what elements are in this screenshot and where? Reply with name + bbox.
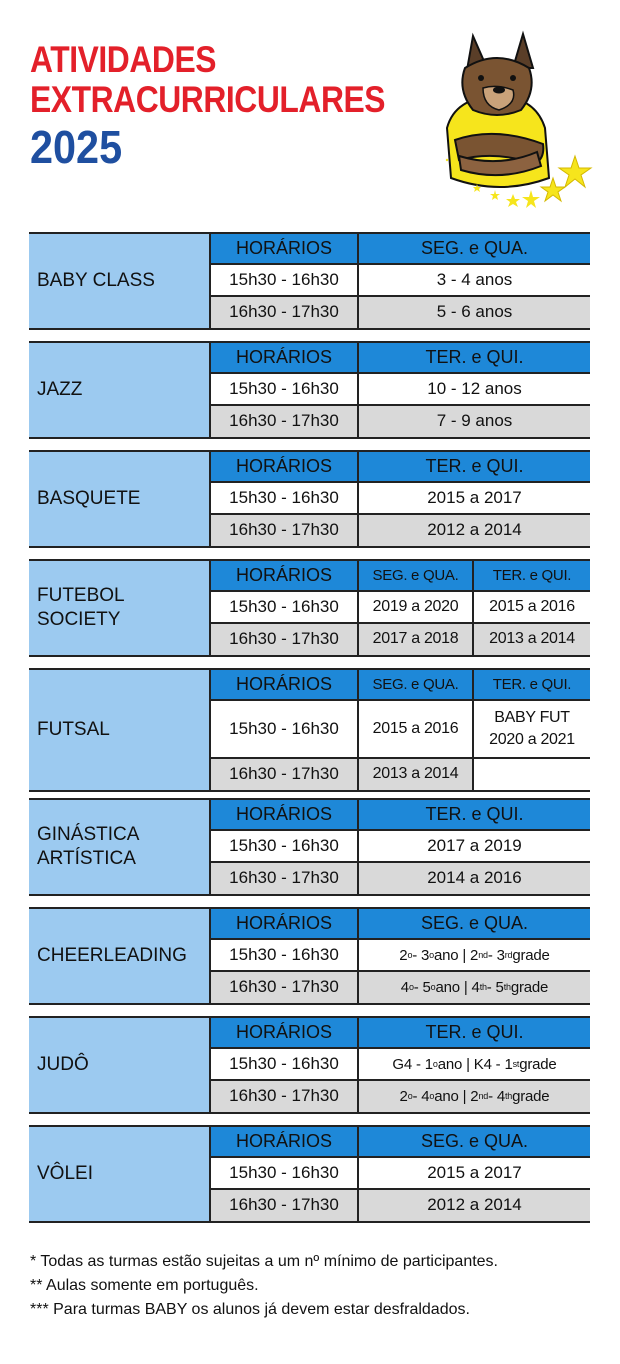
table-row bbox=[211, 1081, 590, 1112]
table-row bbox=[211, 515, 590, 546]
header-row bbox=[211, 800, 590, 831]
header-row bbox=[211, 343, 590, 374]
value-cell: 3 - 4 anos bbox=[436, 270, 513, 290]
value-cell: 2017 a 2019 bbox=[427, 836, 522, 856]
table-row bbox=[211, 297, 590, 328]
value-cell: G4 - 1 o ano | K4 - 1 st grade bbox=[392, 1055, 557, 1073]
activity-name: JUDÔ bbox=[29, 1018, 211, 1112]
time-cell: 16h30 - 17h30 bbox=[211, 972, 359, 1003]
header-row bbox=[211, 1127, 590, 1158]
table-row bbox=[211, 265, 590, 296]
table-row bbox=[211, 1190, 590, 1221]
footnote: ** Aulas somente em português. bbox=[30, 1277, 259, 1294]
day-header: TER. e QUI. bbox=[425, 347, 524, 368]
time-cell: 15h30 - 16h30 bbox=[211, 1158, 359, 1187]
value-cell: 7 - 9 anos bbox=[436, 411, 513, 431]
activity-jazz bbox=[29, 341, 590, 439]
times-header: HORÁRIOS bbox=[211, 561, 359, 590]
value-cell: 2012 a 2014 bbox=[427, 520, 522, 540]
times-header: HORÁRIOS bbox=[211, 1127, 359, 1156]
day-header-a: SEG. e QUA. bbox=[359, 670, 474, 699]
day-header: SEG. e QUA. bbox=[420, 238, 529, 259]
activity-name bbox=[29, 800, 211, 894]
activity-ginastica-artistica bbox=[29, 798, 590, 896]
value-cell-b bbox=[474, 759, 590, 790]
activity-name: VÔLEI bbox=[29, 1127, 211, 1221]
activity-baby-class bbox=[29, 232, 590, 330]
day-header: TER. e QUI. bbox=[425, 804, 524, 825]
activity-name: FUTSAL bbox=[29, 670, 211, 790]
table-row bbox=[211, 624, 590, 655]
value-cell: 2015 a 2017 bbox=[427, 488, 522, 508]
table-row bbox=[211, 831, 590, 862]
time-cell: 15h30 - 16h30 bbox=[211, 940, 359, 969]
activity-name: BABY CLASS bbox=[29, 234, 211, 328]
value-cell: 2012 a 2014 bbox=[427, 1195, 522, 1215]
day-header-b: TER. e QUI. bbox=[492, 566, 572, 584]
footnotes bbox=[30, 1250, 610, 1322]
activity-name bbox=[29, 561, 211, 655]
table-row bbox=[211, 406, 590, 437]
header bbox=[30, 40, 450, 174]
activity-name-line1: FUTEBOL bbox=[37, 585, 125, 606]
value-cell-b: 2015 a 2016 bbox=[489, 598, 575, 616]
value-cell-a: 2017 a 2018 bbox=[359, 624, 474, 655]
table-row bbox=[211, 1049, 590, 1080]
day-header-b: TER. e QUI. bbox=[492, 675, 572, 693]
times-header: HORÁRIOS bbox=[211, 909, 359, 938]
value-cell-a: 2019 a 2020 bbox=[359, 592, 474, 621]
value-cell: 10 - 12 anos bbox=[427, 379, 522, 399]
activity-volei bbox=[29, 1125, 590, 1223]
table-row bbox=[211, 1158, 590, 1189]
value-cell: 4 o - 5 o ano | 4 th - 5 th grade bbox=[400, 978, 549, 996]
table-row bbox=[211, 940, 590, 971]
header-row bbox=[211, 561, 590, 592]
day-header-a: SEG. e QUA. bbox=[359, 561, 474, 590]
value-cell-a: 2015 a 2016 bbox=[359, 701, 474, 756]
activity-name: BASQUETE bbox=[29, 452, 211, 546]
wolf-mascot-icon bbox=[425, 28, 595, 213]
table-row bbox=[211, 374, 590, 405]
value-cell-b-line1: BABY FUT bbox=[494, 709, 570, 726]
table-row bbox=[211, 483, 590, 514]
time-cell: 16h30 - 17h30 bbox=[211, 863, 359, 894]
time-cell: 15h30 - 16h30 bbox=[211, 701, 359, 756]
time-cell: 15h30 - 16h30 bbox=[211, 265, 359, 294]
time-cell: 16h30 - 17h30 bbox=[211, 515, 359, 546]
time-cell: 15h30 - 16h30 bbox=[211, 592, 359, 621]
activity-name: CHEERLEADING bbox=[29, 909, 211, 1003]
table-row bbox=[211, 863, 590, 894]
time-cell: 16h30 - 17h30 bbox=[211, 1190, 359, 1221]
value-cell: 2015 a 2017 bbox=[427, 1163, 522, 1183]
day-header: TER. e QUI. bbox=[425, 456, 524, 477]
year: 2025 bbox=[30, 121, 123, 173]
activity-judo bbox=[29, 1016, 590, 1114]
value-cell-a: 2013 a 2014 bbox=[359, 759, 474, 790]
activity-name-line1: GINÁSTICA bbox=[37, 824, 140, 845]
table-row bbox=[211, 701, 590, 758]
value-cell: 5 - 6 anos bbox=[436, 302, 513, 322]
table-row bbox=[211, 759, 590, 790]
time-cell: 15h30 - 16h30 bbox=[211, 831, 359, 860]
time-cell: 15h30 - 16h30 bbox=[211, 1049, 359, 1078]
time-cell: 16h30 - 17h30 bbox=[211, 297, 359, 328]
time-cell: 15h30 - 16h30 bbox=[211, 483, 359, 512]
time-cell: 15h30 - 16h30 bbox=[211, 374, 359, 403]
times-header: HORÁRIOS bbox=[211, 800, 359, 829]
day-header: SEG. e QUA. bbox=[420, 1131, 529, 1152]
footnote: *** Para turmas BABY os alunos já devem estar desfraldados. bbox=[30, 1301, 470, 1318]
times-header: HORÁRIOS bbox=[211, 234, 359, 263]
activity-name-line2: ARTÍSTICA bbox=[37, 848, 136, 869]
time-cell: 16h30 - 17h30 bbox=[211, 624, 359, 655]
value-cell-b: 2013 a 2014 bbox=[489, 630, 575, 648]
value-cell-b-line2: 2020 a 2021 bbox=[489, 731, 575, 748]
footnote: * Todas as turmas estão sujeitas a um nº mínimo de participantes. bbox=[30, 1253, 498, 1270]
activity-futsal bbox=[29, 668, 590, 792]
times-header: HORÁRIOS bbox=[211, 1018, 359, 1047]
table-row bbox=[211, 592, 590, 623]
day-header: SEG. e QUA. bbox=[420, 913, 529, 934]
time-cell: 16h30 - 17h30 bbox=[211, 1081, 359, 1112]
header-row bbox=[211, 1018, 590, 1049]
table-row bbox=[211, 972, 590, 1003]
times-header: HORÁRIOS bbox=[211, 452, 359, 481]
time-cell: 16h30 - 17h30 bbox=[211, 406, 359, 437]
activity-futebol-society bbox=[29, 559, 590, 657]
header-row bbox=[211, 909, 590, 940]
activity-name-line2: SOCIETY bbox=[37, 609, 121, 630]
header-row bbox=[211, 234, 590, 265]
header-row bbox=[211, 670, 590, 701]
activity-basquete bbox=[29, 450, 590, 548]
time-cell: 16h30 - 17h30 bbox=[211, 759, 359, 790]
times-header: HORÁRIOS bbox=[211, 670, 359, 699]
day-header: TER. e QUI. bbox=[425, 1022, 524, 1043]
value-cell: 2 o - 3 o ano | 2 nd - 3 rd grade bbox=[399, 946, 550, 964]
title-line-2: EXTRACURRICULARES bbox=[30, 79, 386, 120]
title-line-1: ATIVIDADES bbox=[30, 39, 217, 80]
activity-cheerleading bbox=[29, 907, 590, 1005]
value-cell: 2 o - 4 o ano | 2 nd - 4 th grade bbox=[399, 1087, 550, 1105]
activity-name: JAZZ bbox=[29, 343, 211, 437]
value-cell: 2014 a 2016 bbox=[427, 868, 522, 888]
times-header: HORÁRIOS bbox=[211, 343, 359, 372]
value-cell-b bbox=[474, 701, 590, 756]
header-row bbox=[211, 452, 590, 483]
